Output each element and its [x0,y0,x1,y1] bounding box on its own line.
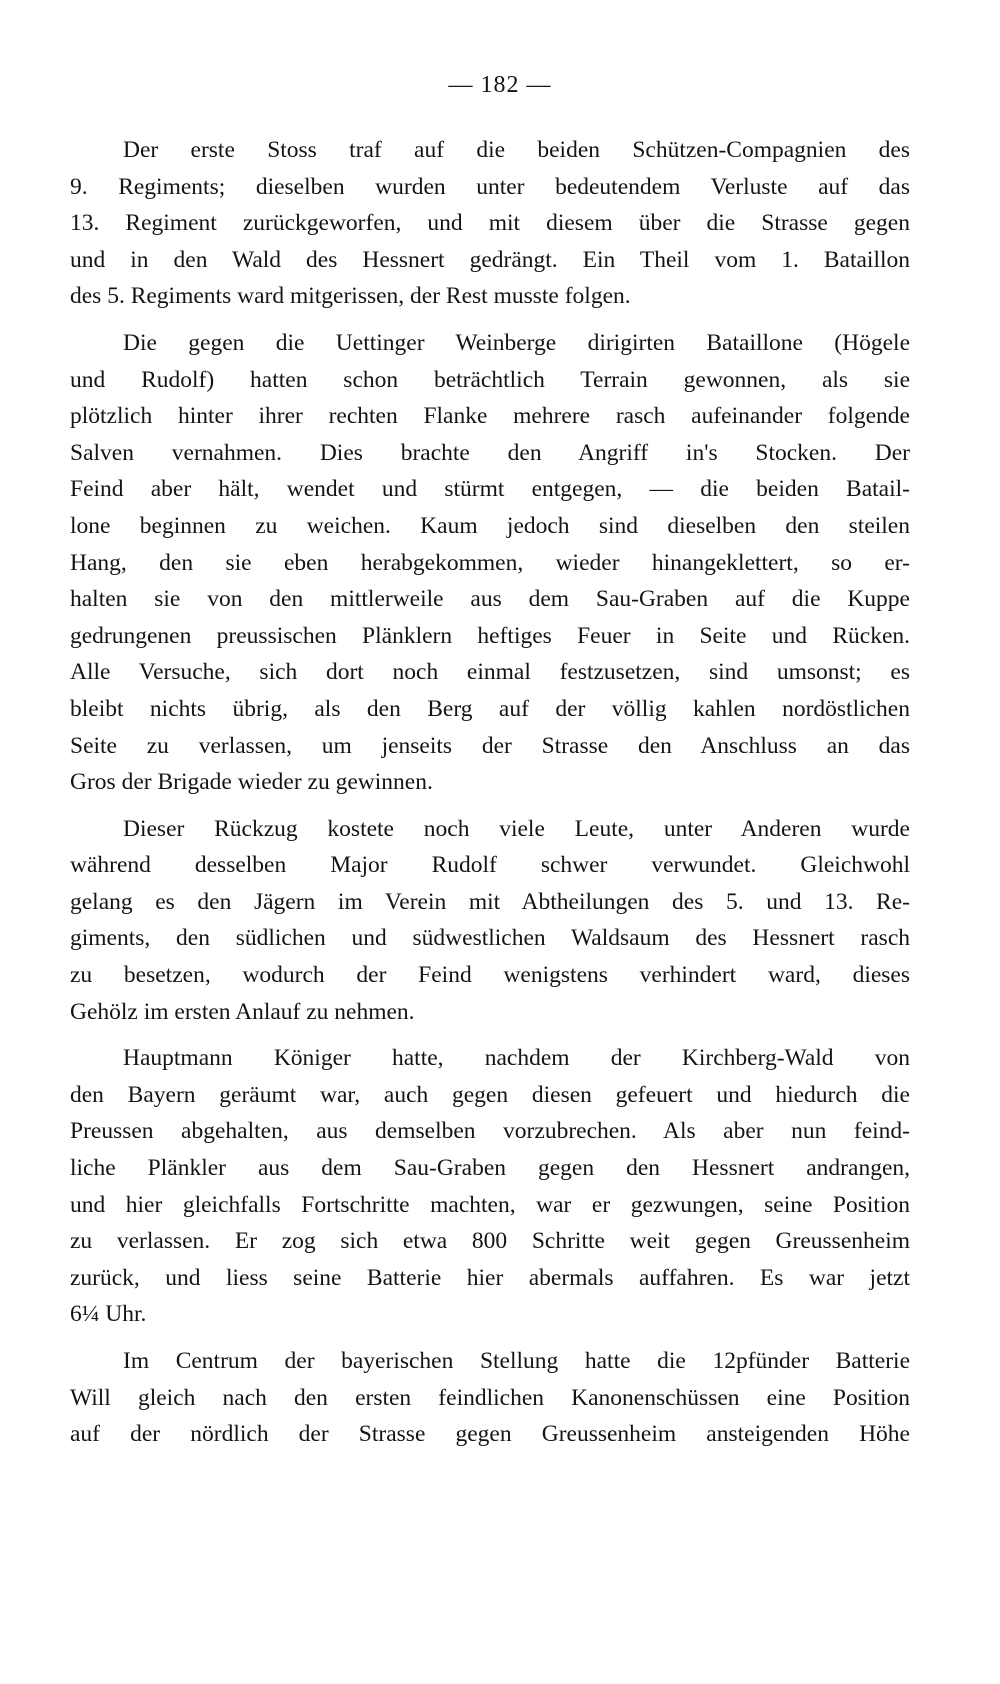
text-line: Seite zu verlassen, um jenseits der Strasse den Anschluss an das [70,732,910,759]
paragraph [70,1343,910,1453]
text-line: Dieser Rückzug kostete noch viele Leute, unter Anderen wurde [123,815,910,842]
text-line: den Bayern geräumt war, auch gegen diesen gefeuert und hiedurch die [70,1081,910,1108]
text-line: und hier gleichfalls Fortschritte machten, war er gezwungen, seine Position [70,1191,910,1218]
text-line: bleibt nichts übrig, als den Berg auf der völlig kahlen nordöstlichen [70,695,910,722]
text-line: liche Plänkler aus dem Sau-Graben gegen den Hessnert andrangen, [70,1155,910,1182]
text-line: giments, den südlichen und südwestlichen Waldsaum des Hessnert rasch [70,925,910,952]
text-line: Feind aber hält, wendet und stürmt entgegen, — die beiden Batail- [70,476,910,503]
text-line: Salven vernahmen. Dies brachte den Angriff in's Stocken. Der [70,439,910,466]
text-line: gelang es den Jägern im Verein mit Abtheilungen des 5. und 13. Re- [70,888,910,915]
text-line: Will gleich nach den ersten feindlichen Kanonenschüssen eine Position [70,1384,910,1411]
text-line: Gros der Brigade wieder zu gewinnen. [70,769,433,796]
text-line: gedrungenen preussischen Plänklern heftiges Feuer in Seite und Rücken. [70,622,910,649]
text-line: Hauptmann Königer hatte, nachdem der Kirchberg-Wald von [123,1045,910,1072]
text-line: Hang, den sie eben herabgekommen, wieder hinangeklettert, so er- [70,549,910,576]
paragraph [70,132,910,315]
paragraph [70,1040,910,1333]
text-line: 13. Regiment zurückgeworfen, und mit diesem über die Strasse gegen [70,210,910,237]
text-line: Alle Versuche, sich dort noch einmal festzusetzen, sind umsonst; es [70,659,910,686]
text-line: zurück, und liess seine Batterie hier abermals auffahren. Es war jetzt [70,1264,910,1291]
text-line: Die gegen die Uettinger Weinberge dirigirten Bataillone (Högele [123,329,910,356]
text-line: auf der nördlich der Strasse gegen Greussenheim ansteigenden Höhe [70,1421,910,1448]
text-line: Der erste Stoss traf auf die beiden Schützen-Compagnien des [123,137,910,163]
text-line: zu besetzen, wodurch der Feind wenigstens verhindert ward, dieses [70,962,910,989]
text-line: 9. Regiments; dieselben wurden unter bedeutendem Verluste auf das [70,173,910,200]
text-line: Preussen abgehalten, aus demselben vorzubrechen. Als aber nun feind- [70,1118,910,1145]
text-line: plötzlich hinter ihrer rechten Flanke mehrere rasch aufeinander folgende [70,403,910,430]
paragraph [70,325,910,801]
text-line: zu verlassen. Er zog sich etwa 800 Schritte weit gegen Greussenheim [70,1228,910,1255]
text-line: und Rudolf) hatten schon beträchtlich Terrain gewonnen, als sie [70,366,910,393]
body-text [70,132,910,1463]
text-line: 6¼ Uhr. [70,1301,147,1328]
text-line: halten sie von den mittlerweile aus dem Sau-Graben auf die Kuppe [70,586,910,613]
text-line: und in den Wald des Hessnert gedrängt. Ein Theil vom 1. Bataillon [70,246,910,273]
paragraph [70,811,910,1031]
text-line: während desselben Major Rudolf schwer verwundet. Gleichwohl [70,852,910,879]
text-line: lone beginnen zu weichen. Kaum jedoch sind dieselben den steilen [70,512,910,539]
page-number: — 182 — [448,72,552,98]
text-line: Im Centrum der bayerischen Stellung hatte die 12pfünder Batterie [123,1348,910,1374]
text-line: Gehölz im ersten Anlauf zu nehmen. [70,998,415,1025]
text-line: des 5. Regiments ward mitgerissen, der Rest musste folgen. [70,283,631,310]
